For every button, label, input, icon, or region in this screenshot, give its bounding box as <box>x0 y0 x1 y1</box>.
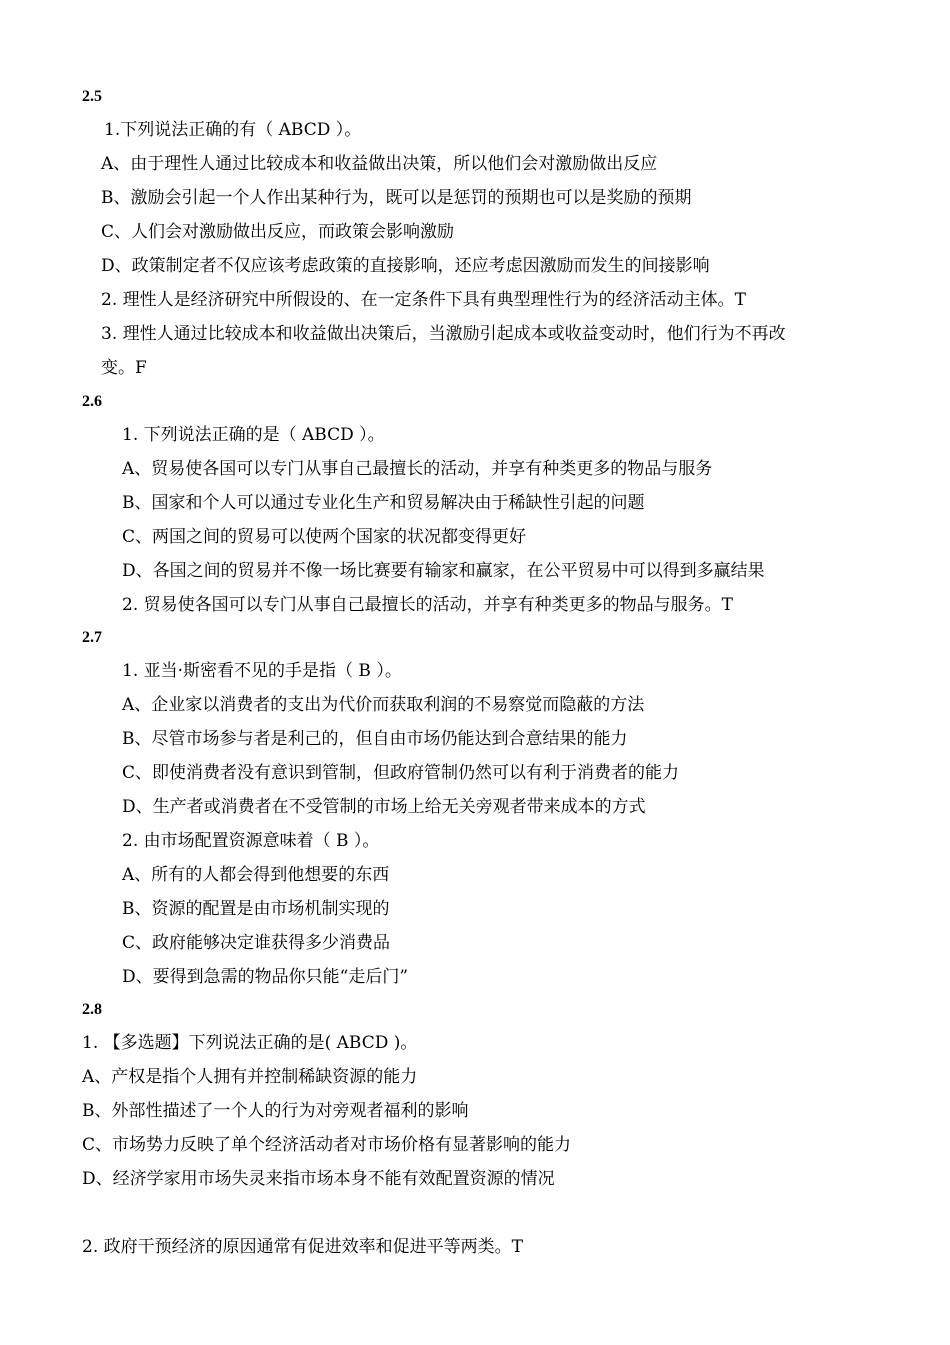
option-line: D、各国之间的贸易并不像一场比赛要有输家和赢家，在公平贸易中可以得到多赢结果 <box>122 561 765 581</box>
option-line: B、国家和个人可以通过专业化生产和贸易解决由于稀缺性引起的问题 <box>122 493 645 513</box>
option-line: B、外部性描述了一个人的行为对旁观者福利的影响 <box>82 1101 469 1121</box>
question-line-continued: 变。F <box>101 358 147 378</box>
option-line: A、由于理性人通过比较成本和收益做出决策，所以他们会对激励做出反应 <box>101 154 658 174</box>
option-line: A、产权是指个人拥有并控制稀缺资源的能力 <box>82 1067 418 1087</box>
question-line: 2. 理性人是经济研究中所假设的、在一定条件下具有典型理性行为的经济活动主体。T <box>101 290 746 310</box>
option-line: D、生产者或消费者在不受管制的市场上给无关旁观者带来成本的方式 <box>122 797 646 817</box>
section-heading-2-8: 2.8 <box>82 1001 102 1018</box>
option-line: B、资源的配置是由市场机制实现的 <box>122 899 390 919</box>
question-line: 1. 【多选题】下列说法正确的是( ABCD )。 <box>82 1033 418 1053</box>
question-line: 1.下列说法正确的有（ ABCD ）。 <box>104 120 362 140</box>
option-line: D、经济学家用市场失灵来指市场本身不能有效配置资源的情况 <box>82 1169 555 1189</box>
option-line: D、要得到急需的物品你只能“走后门” <box>122 967 409 987</box>
question-line: 2. 政府干预经济的原因通常有促进效率和促进平等两类。T <box>82 1237 523 1257</box>
option-line: B、尽管市场参与者是利己的，但自由市场仍能达到合意结果的能力 <box>122 729 628 749</box>
option-line: B、激励会引起一个人作出某种行为，既可以是惩罚的预期也可以是奖励的预期 <box>101 188 692 208</box>
question-line: 1. 亚当·斯密看不见的手是指（ B ）。 <box>122 661 402 681</box>
question-line: 2. 贸易使各国可以专门从事自己最擅长的活动，并享有种类更多的物品与服务。T <box>122 595 733 615</box>
option-line: C、政府能够决定谁获得多少消费品 <box>122 933 391 953</box>
question-line: 2. 由市场配置资源意味着（ B ）。 <box>122 831 380 851</box>
question-line: 3. 理性人通过比较成本和收益做出决策后，当激励引起成本或收益变动时，他们行为不再改 <box>101 324 786 344</box>
option-line: D、政策制定者不仅应该考虑政策的直接影响，还应考虑因激励而发生的间接影响 <box>101 256 710 276</box>
option-line: A、贸易使各国可以专门从事自己最擅长的活动，并享有种类更多的物品与服务 <box>122 459 713 479</box>
option-line: C、人们会对激励做出反应，而政策会影响激励 <box>101 222 455 242</box>
option-line: C、即使消费者没有意识到管制，但政府管制仍然可以有利于消费者的能力 <box>122 763 680 783</box>
section-heading-2-7: 2.7 <box>82 629 102 646</box>
option-line: C、市场势力反映了单个经济活动者对市场价格有显著影响的能力 <box>82 1135 572 1155</box>
section-heading-2-6: 2.6 <box>82 393 102 410</box>
option-line: A、所有的人都会得到他想要的东西 <box>122 865 390 885</box>
section-heading-2-5: 2.5 <box>82 88 102 105</box>
option-line: C、两国之间的贸易可以使两个国家的状况都变得更好 <box>122 527 527 547</box>
option-line: A、企业家以消费者的支出为代价而获取利润的不易察觉而隐蔽的方法 <box>122 695 645 715</box>
question-line: 1. 下列说法正确的是（ ABCD ）。 <box>122 425 385 445</box>
